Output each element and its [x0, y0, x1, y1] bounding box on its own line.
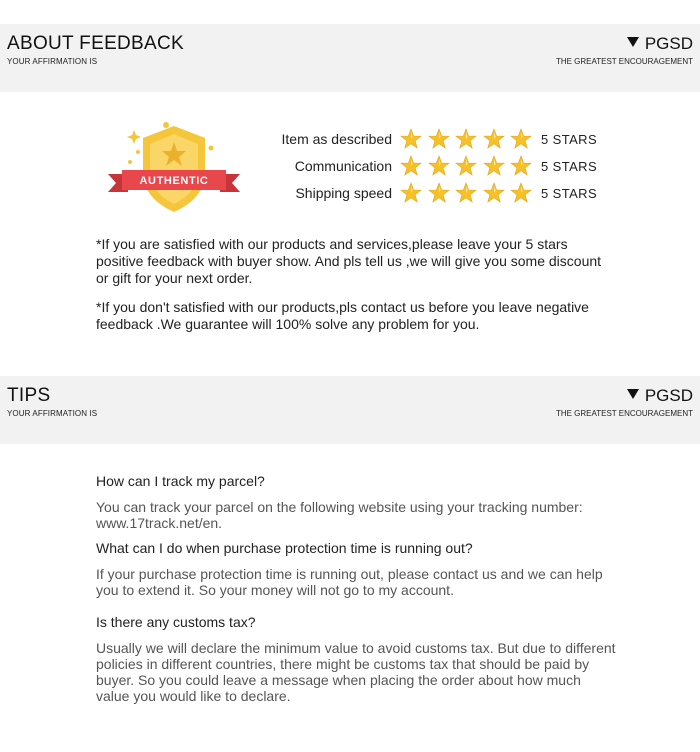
star-icon: [510, 128, 532, 150]
star-icon: [455, 155, 477, 177]
star-icon: [510, 155, 532, 177]
star-icon: [428, 128, 450, 150]
star-icon: [510, 182, 532, 204]
tips-header: [0, 376, 700, 444]
brand-label: [627, 386, 693, 406]
star-icon: [428, 155, 450, 177]
faq-answer: If your purchase protection time is running out, please contact us and we can help you to extend it. So your money will not go to my account.: [96, 566, 603, 598]
star-icon: [455, 182, 477, 204]
tips-subtitle: YOUR AFFIRMATION IS: [7, 409, 98, 418]
brand-subtitle: THE GREATEST ENCOURAGEMENT: [555, 57, 693, 66]
rating-count: 5 STARS: [541, 159, 598, 174]
rating-count: 5 STARS: [541, 132, 598, 147]
faq-question: Is there any customs tax?: [96, 614, 256, 630]
rating-row: [270, 182, 610, 206]
authentic-badge: [104, 118, 244, 218]
feedback-header: [0, 24, 700, 92]
brand-name: PGSD: [644, 386, 693, 405]
star-icon: [400, 182, 422, 204]
star-icon: [400, 128, 422, 150]
rating-row: [270, 128, 610, 152]
feedback-note-negative: *If you don't satisfied with our products,pls contact us before you leave negative feedback .We guarantee will 100% solve any problem for you.: [96, 299, 589, 332]
star-icon: [483, 182, 505, 204]
faq-question: What can I do when purchase protection time is running out?: [96, 540, 473, 556]
faq-answer: You can track your parcel on the following website using your tracking number: www.17track.net/en.: [96, 499, 583, 531]
star-icon: [483, 128, 505, 150]
faq-question: How can I track my parcel?: [96, 473, 265, 489]
triangle-down-icon: [627, 389, 639, 399]
faq-item: [96, 614, 616, 704]
shield-icon: [143, 126, 205, 212]
triangle-down-icon: [627, 37, 639, 47]
rating-label: Shipping speed: [295, 185, 392, 201]
feedback-subtitle: YOUR AFFIRMATION IS: [7, 57, 98, 66]
tips-title: TIPS: [7, 385, 51, 406]
rating-count: 5 STARS: [541, 186, 598, 201]
brand-label: [627, 34, 693, 54]
star-icon: [428, 182, 450, 204]
rating-label: Communication: [294, 158, 392, 174]
brand-name: PGSD: [644, 34, 693, 53]
faq-answer: Usually we will declare the minimum value to avoid customs tax. But due to different policies in different countries, there might be customs tax that should be paid by buyer. So you could leave a message when placing the order about how much value you would like to declare.: [96, 640, 616, 704]
star-icon: [483, 155, 505, 177]
rating-label: Item as described: [281, 131, 392, 147]
faq-item: [96, 540, 616, 598]
star-icon: [455, 128, 477, 150]
badge-text: AUTHENTIC: [139, 175, 209, 187]
rating-row: [270, 155, 610, 179]
faq-item: [96, 473, 616, 531]
feedback-note-positive: *If you are satisfied with our products and services,please leave your 5 stars positive feedback with buyer show. And pls tell us ,we will give you some discount or gift for your next order.: [96, 236, 602, 286]
brand-subtitle: THE GREATEST ENCOURAGEMENT: [555, 409, 693, 418]
star-icon: [400, 155, 422, 177]
feedback-title: ABOUT FEEDBACK: [7, 33, 184, 54]
